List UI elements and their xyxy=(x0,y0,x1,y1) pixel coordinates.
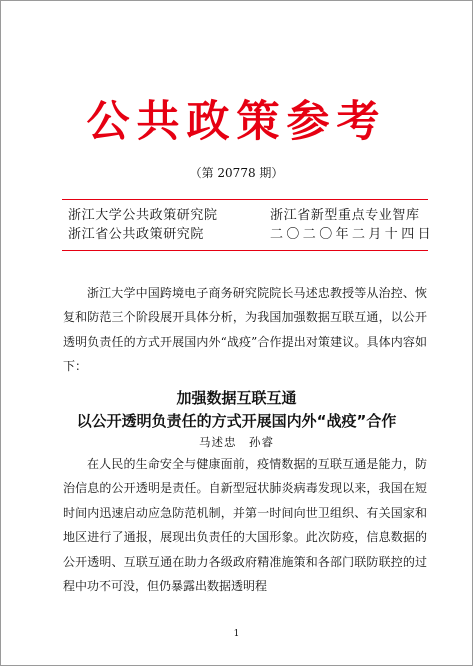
masthead-title: 公共政策参考 xyxy=(86,97,387,147)
article-authors: 马述忠 孙睿 xyxy=(199,435,274,449)
article-title-line2: 以公开透明负责任的方式开展国内外“战疫”合作 xyxy=(76,412,397,430)
top-red-rule xyxy=(62,199,428,200)
article-title-line1: 加强数据互联互通 xyxy=(176,389,297,407)
publisher-left-line2: 浙江省公共政策研究院 xyxy=(68,227,205,242)
bottom-red-rule xyxy=(62,250,428,251)
issue-number: （第 20778 期） xyxy=(189,166,284,180)
publisher-left-line1: 浙江大学公共政策研究院 xyxy=(68,208,218,223)
article-body: 在人民的生命安全与健康面前，疫情数据的互联互通是能力，防治信息的公开透明是责任。自新型冠状肺炎病毒发现以来，我国在短时间内迅速启动应急防范机制，并第一时间向世卫组织、有关国家和地区进行了通报，展现出负责任的大国形象。此次防疫，信息数据的公开透明、互联互通在助力各级政府精准施策和各部门联防联控的过程中功不可没，但仍暴露出数据透明程 xyxy=(63,457,427,594)
page-number: 1 xyxy=(233,629,240,639)
editor-note: 浙江大学中国跨境电子商务研究院院长马述忠教授等从治控、恢复和防范三个阶段展开具体分析，为我国加强数据互联互通，以公开透明负责任的方式开展国内外“战疫”合作提出对策建议。具体内容如下： xyxy=(63,286,427,374)
publisher-right-line1: 浙江省新型重点专业智库 xyxy=(270,208,420,223)
publish-date: 二〇二〇年二月十四日 xyxy=(270,227,435,242)
